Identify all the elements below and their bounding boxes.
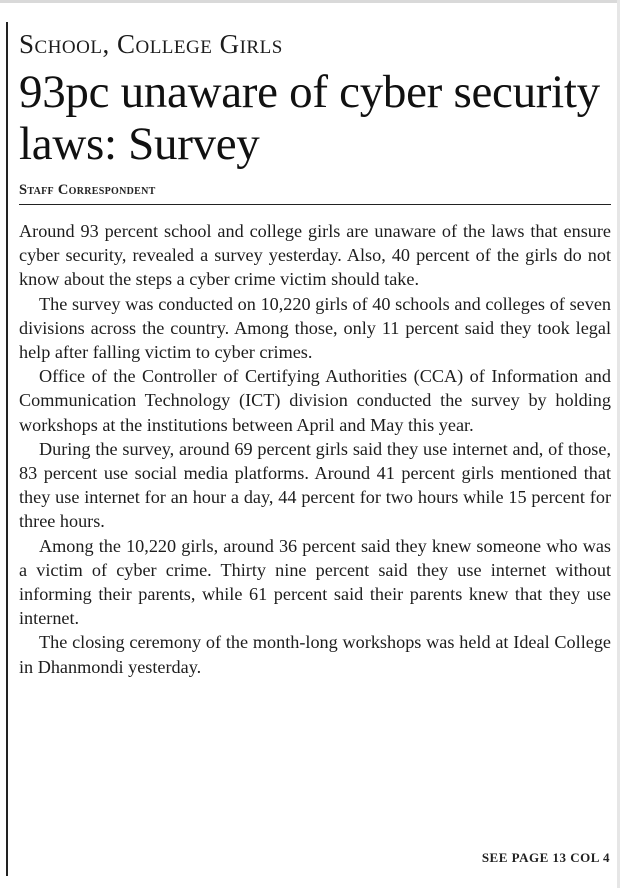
body-paragraph: The survey was conducted on 10,220 girls of 40 schools and colleges of seven divisions across the country. Among those, only 11 percent said they took legal help after falling victim to cyber crimes.	[19, 293, 611, 363]
article-kicker: School, College Girls	[19, 29, 283, 59]
article-body	[19, 219, 611, 679]
body-paragraph: Among the 10,220 girls, around 36 percent said they knew someone who was a victim of cyber crime. Thirty nine percent said they use internet without informing their parents, while 61 percent said their parents knew that they use internet.	[19, 535, 611, 629]
body-paragraph: During the survey, around 69 percent girls said they use internet and, of those, 83 percent use social media platforms. Around 41 percent girls mentioned that they use internet for an hour a day, 44 percent for two hours while 15 percent for three hours.	[19, 438, 611, 532]
top-border	[0, 0, 620, 3]
article-byline: Staff Correspondent	[19, 182, 611, 205]
body-paragraph: Office of the Controller of Certifying Authorities (CCA) of Information and Communication Technology (ICT) division conducted the survey by holding workshops at the institutions between April and May this year.	[19, 366, 611, 435]
body-paragraph: Around 93 percent school and college girls are unaware of the laws that ensure cyber security, revealed a survey yesterday. Also, 40 percent of the girls do not know about the steps a cyber crime victim should take.	[19, 221, 611, 290]
body-paragraph: The closing ceremony of the month-long workshops was held at Ideal College in Dhanmondi yesterday.	[19, 632, 611, 677]
article-headline: 93pc unaware of cyber security laws: Survey	[19, 66, 600, 170]
column-rule	[6, 22, 8, 876]
continued-jump-line: SEE PAGE 13 COL 4	[481, 850, 610, 865]
news-article	[19, 28, 611, 679]
